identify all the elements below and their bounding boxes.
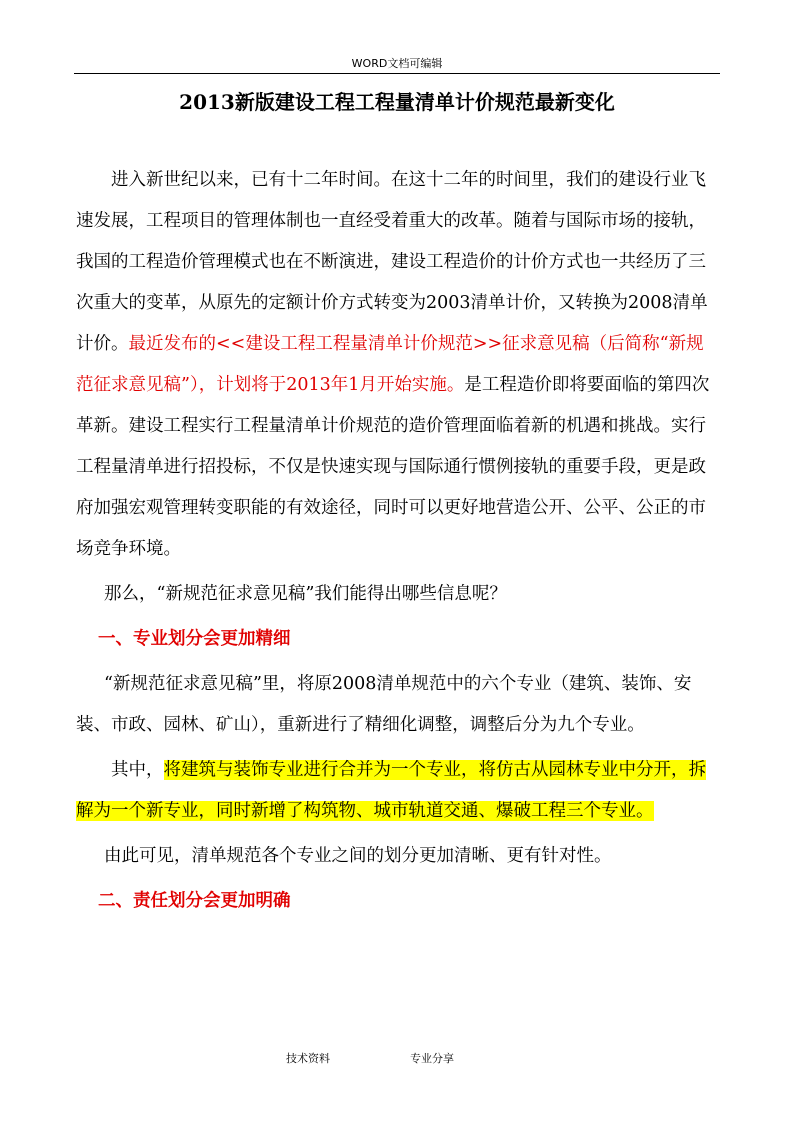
section1-paragraph2 (76, 750, 720, 832)
header-divider (74, 73, 720, 74)
section1-paragraph3: 由此可见，清单规范各个专业之间的划分更加清晰、更有针对性。 (104, 846, 612, 866)
footer-right-text: 专业分享 (410, 1052, 454, 1065)
section1-yellow-highlight: 将建筑与装饰专业进行合并为一个专业，将仿古从园林专业中分开，拆解为一个新专业，同时新增了构筑物、城市轨道交通、爆破工程三个专业。 (76, 760, 706, 821)
intro-text-part2: 是工程造价即将要面临的第四次革新。建设工程实行工程量清单计价规范的造价管理面临着新的机遇和挑战。实行工程量清单进行招投标，不仅是快速实现与国际通行惯例接轨的重要手段，更是政府加强宏观管理转变职能的有效途径，同时可以更好地营造公开、公平、公正的市场竞争环境。 (76, 375, 710, 559)
page-header-text: WORD文档可编辑 (351, 57, 443, 70)
section1-paragraph1: “新规范征求意见稿”里，将原2008清单规范中的六个专业（建筑、装饰、安装、市政、园林、矿山），重新进行了精细化调整，调整后分为九个专业。 (76, 674, 692, 735)
document-body (76, 160, 720, 922)
section1-p2-lead: 其中， (111, 760, 164, 780)
intro-red-highlight: 最近发布的<<建设工程工程量清单计价规范>>征求意见稿（后简称“新规范征求意见稿”），计划将于2013年1月开始实施。 (76, 334, 704, 395)
intro-text-part1: 进入新世纪以来，已有十二年时间。在这十二年的时间里，我们的建设行业飞速发展，工程项目的管理体制也一直经受着重大的改革。随着与国际市场的接轨，我国的工程造价管理模式也在不断演进，建设工程造价的计价方式也一共经历了三次重大的变革，从原先的定额计价方式转变为2003清单计价，又转换为2008清单计价。 (76, 170, 708, 354)
intro-paragraph (76, 160, 720, 570)
footer-left-text: 技术资料 (286, 1052, 330, 1065)
question-paragraph: 那么，“新规范征求意见稿”我们能得出哪些信息呢？ (104, 584, 507, 604)
document-title: 2013新版建设工程工程量清单计价规范最新变化 (179, 90, 615, 114)
section2-heading: 二、责任划分会更加明确 (98, 891, 291, 911)
section1-heading: 一、专业划分会更加精细 (98, 629, 291, 649)
